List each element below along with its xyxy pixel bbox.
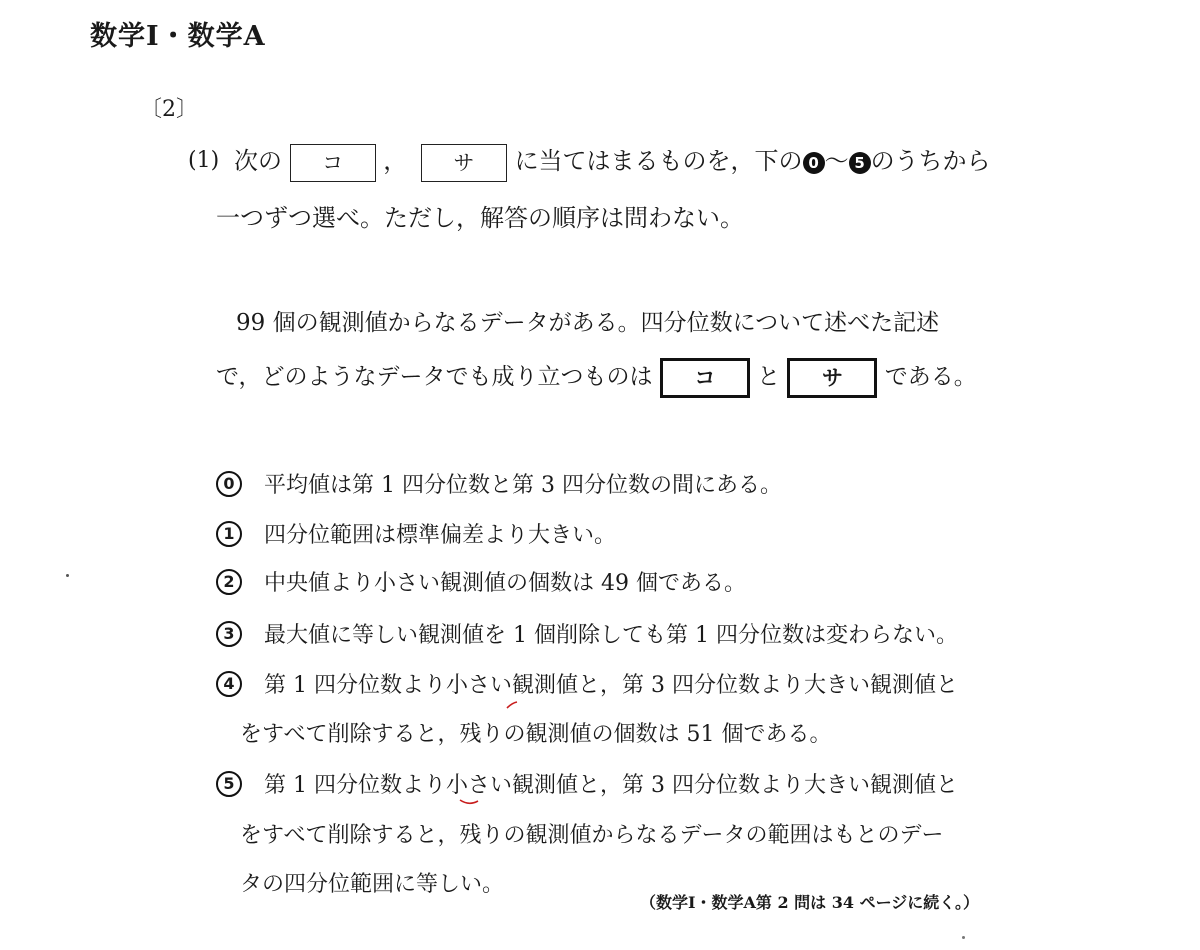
option-text-5-line-1: 第 1 四分位数より小さい観測値と，第 3 四分位数より大きい観測値と bbox=[264, 773, 958, 798]
option-text-5-line-2: をすべて削除すると，残りの観測値からなるデータの範囲はもとのデー bbox=[240, 823, 944, 848]
option-number-0: 0 bbox=[216, 471, 242, 497]
option-number-3: 3 bbox=[216, 621, 242, 647]
choice-range-start: 0 bbox=[803, 152, 825, 174]
answer-box-ko[interactable]: コ bbox=[290, 144, 376, 182]
range-tilde: ～ bbox=[824, 147, 849, 175]
statement-text-a: で，どのようなデータでも成り立つものは bbox=[216, 364, 653, 390]
statement-mid: と bbox=[757, 364, 781, 390]
statement-line-1: 99 個の観測値からなるデータがある。四分位数について述べた記述 bbox=[236, 310, 940, 336]
instruction-text-a: 次の bbox=[234, 147, 282, 175]
question-number: (1) bbox=[188, 148, 220, 173]
option-number-5: 5 bbox=[216, 771, 242, 797]
option-number-1: 1 bbox=[216, 521, 242, 547]
red-pen-mark-2 bbox=[458, 797, 480, 807]
scan-speck bbox=[66, 574, 69, 577]
instruction-text-b: に当てはまるものを，下の bbox=[514, 147, 803, 175]
instruction-line-2: 一つずつ選べ。ただし，解答の順序は問わない。 bbox=[216, 204, 744, 232]
option-text-4-line-2: をすべて削除すると，残りの観測値の個数は 51 個である。 bbox=[240, 722, 832, 747]
instruction-text-c: のうちから bbox=[870, 147, 991, 175]
option-text-2: 中央値より小さい観測値の個数は 49 個である。 bbox=[264, 571, 746, 596]
option-text-0: 平均値は第 1 四分位数と第 3 四分位数の間にある。 bbox=[264, 473, 782, 498]
scan-speck bbox=[962, 936, 965, 939]
section-label: 〔2〕 bbox=[140, 97, 198, 122]
option-text-5-line-3: タの四分位範囲に等しい。 bbox=[240, 872, 505, 897]
answer-box-sa[interactable]: サ bbox=[421, 144, 507, 182]
red-pen-mark-1 bbox=[505, 700, 519, 710]
option-number-4: 4 bbox=[216, 671, 242, 697]
statement-text-b: である。 bbox=[884, 364, 977, 390]
option-text-3: 最大値に等しい観測値を 1 個削除しても第 1 四分位数は変わらない。 bbox=[264, 623, 958, 648]
option-text-4-line-1: 第 1 四分位数より小さい観測値と，第 3 四分位数より大きい観測値と bbox=[264, 673, 958, 698]
statement-line-2 bbox=[216, 357, 977, 398]
instruction-line-1 bbox=[234, 141, 991, 182]
answer-box-ko-bold[interactable]: コ bbox=[660, 358, 750, 398]
option-number-2: 2 bbox=[216, 569, 242, 595]
option-text-1: 四分位範囲は標準偏差より大きい。 bbox=[264, 523, 617, 548]
choice-range-end: 5 bbox=[849, 152, 871, 174]
comma: ， bbox=[383, 147, 408, 175]
page-footer: （数学Ⅰ・数学A第 2 問は 34 ページに続く。） bbox=[640, 893, 979, 912]
answer-box-sa-bold[interactable]: サ bbox=[787, 358, 877, 398]
page-title: 数学Ⅰ・数学A bbox=[90, 21, 266, 52]
